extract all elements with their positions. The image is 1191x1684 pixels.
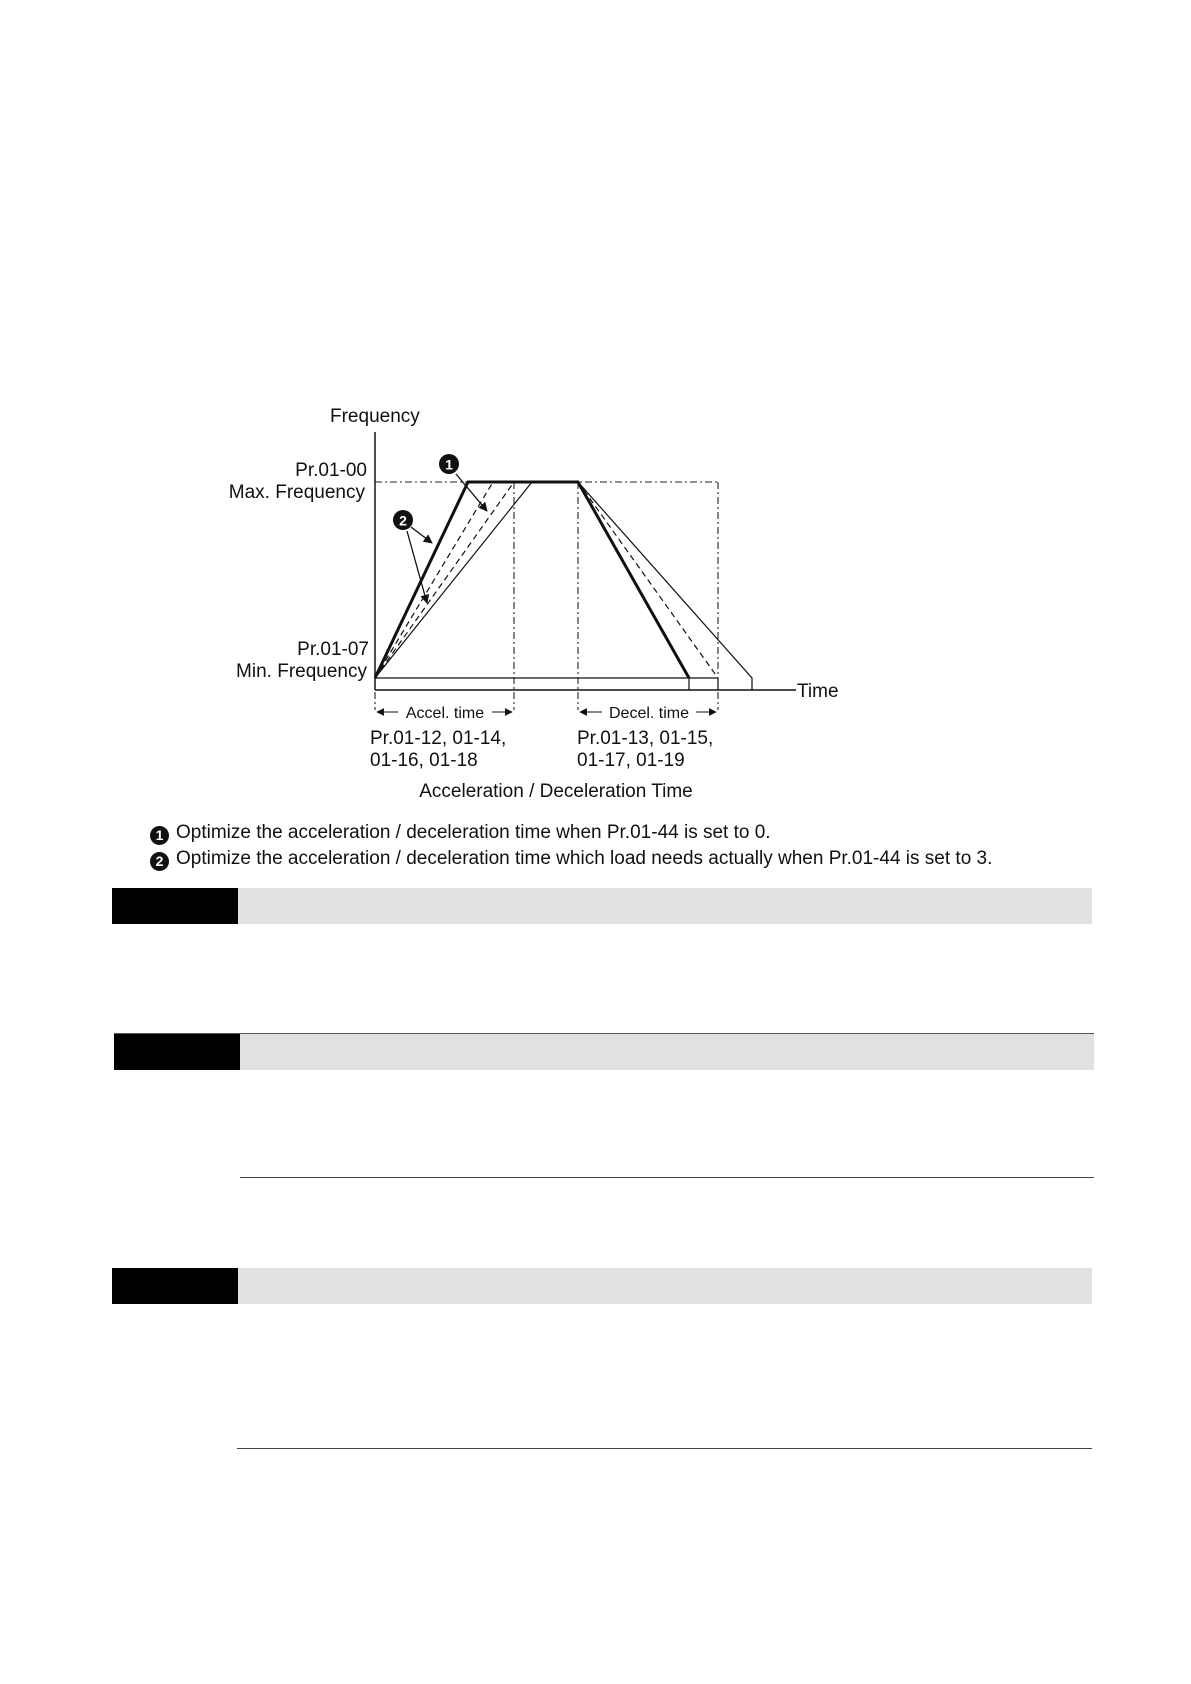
min-frequency-label: Min. Frequency <box>236 661 367 682</box>
note-2-text: Optimize the acceleration / deceleration time which load needs actually when Pr.01-44 is set to 3. <box>176 848 993 869</box>
accel-params-line1: Pr.01-12, 01-14, <box>370 728 507 749</box>
section-header-1-tab <box>112 888 238 924</box>
accel-decel-time-diagram <box>0 0 1191 830</box>
note-1 <box>150 822 771 845</box>
section-header-2-tab <box>114 1034 240 1070</box>
decel-time-label: Decel. time <box>608 705 690 722</box>
optimized-profile-curve <box>375 482 689 678</box>
diagram-caption: Acceleration / Deceleration Time <box>419 781 693 802</box>
decel-params-line2: 01-17, 01-19 <box>577 750 685 771</box>
section-header-3-tab <box>112 1268 238 1304</box>
section-header-1 <box>112 888 1092 924</box>
section-divider-2 <box>237 1448 1092 1449</box>
note-1-text: Optimize the acceleration / deceleration time when Pr.01-44 is set to 0. <box>176 822 771 843</box>
decel-params-line1: Pr.01-13, 01-15, <box>577 728 714 749</box>
note-2-marker: 2 <box>150 852 169 871</box>
section-header-3 <box>112 1268 1092 1304</box>
max-frequency-label: Max. Frequency <box>228 482 365 503</box>
optimized-dashed-curves <box>375 482 718 678</box>
marker-1-label: 1 <box>445 456 453 473</box>
accel-params-line2: 01-16, 01-18 <box>370 750 478 771</box>
note-1-marker: 1 <box>150 826 169 845</box>
accel-time-label: Accel. time <box>405 705 485 722</box>
marker-2-arrow-upper <box>411 527 432 543</box>
time-axis-label: Time <box>797 681 839 702</box>
note-2 <box>150 848 992 871</box>
marker-1-arrow <box>456 474 487 511</box>
marker-2-label: 2 <box>399 512 407 529</box>
max-frequency-param: Pr.01-00 <box>295 460 367 481</box>
original-profile-curve <box>375 482 752 690</box>
min-frequency-param: Pr.01-07 <box>297 639 369 660</box>
section-header-2 <box>114 1033 1094 1070</box>
frequency-axis-label: Frequency <box>330 406 420 427</box>
section-divider-1 <box>240 1177 1094 1178</box>
reference-lines <box>375 482 718 710</box>
